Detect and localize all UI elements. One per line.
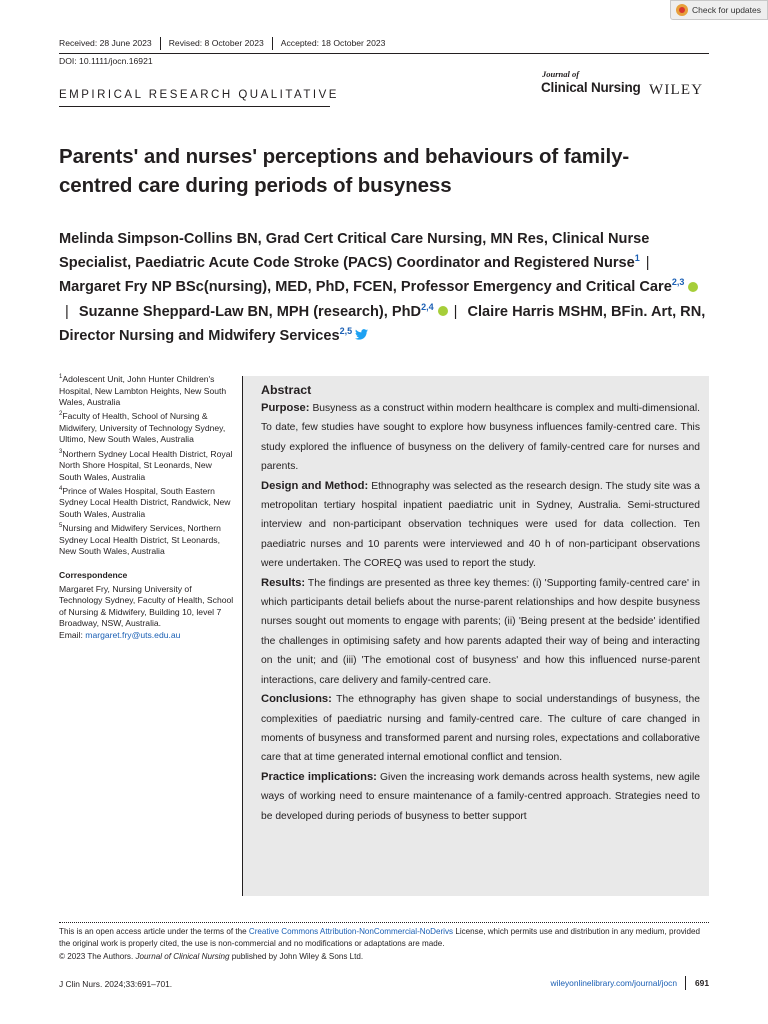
page-footer bbox=[551, 976, 709, 990]
article-title: Parents' and nurses' perceptions and behaviours of family-centred care during periods of busyness bbox=[59, 145, 630, 197]
accepted-date: Accepted: 18 October 2023 bbox=[272, 37, 394, 50]
article-type-label: EMPIRICAL RESEARCH QUALITATIVE bbox=[59, 89, 339, 101]
license-link[interactable]: Creative Commons Attribution-NonCommercial-NoDerivs bbox=[248, 927, 454, 936]
check-for-updates-label: Check for updates bbox=[692, 5, 761, 15]
abstract-results: Results: The findings are presented as three key themes: (i) 'Supporting family-centred care' in which participants detail beliefs about the nurse-parent relationships and how despite busyness nurses sought out moments to engage with parents; (ii) 'Being present at the bedside' identified the challenges in optimising safety and how parents adapted their way of being and interacting on the unit; and (iii) 'The emotional cost of busyness' and how this influenced nurse-parent interactions, care delivery and family-centred care. bbox=[261, 576, 700, 686]
correspondence-heading: Correspondence bbox=[59, 569, 128, 580]
author-1[interactable]: Melinda Simpson-Collins BN, Grad Cert Critical Care Nursing, MN Res, Clinical Nurse Specialist, Paediatric Acute Code Stroke (PACS) Coordinator and Registered Nurse bbox=[59, 231, 650, 272]
abstract-conclusions: Conclusions: The ethnography has given shape to social understandings of busyness, the complexities of paediatric nursing and family-centred care. The culture of care changed in moments of busyness and transformed parent and nursing roles, expectations and collaborative care that at time generated internal emotional conflict and tension. bbox=[261, 693, 700, 764]
email-link[interactable]: margaret.fry@uts.edu.au bbox=[85, 629, 181, 640]
journal-citation: J Clin Nurs. 2024;33:691–701. bbox=[59, 979, 173, 989]
affiliation-2: $^2$Faculty of Health, School of Nursing & Midwifery, University of Technology Sydney, Ultimo, New South Wales, Australia bbox=[59, 411, 226, 445]
journal-url-link[interactable]: wileyonlinelibrary.com/journal/jocn bbox=[551, 976, 686, 990]
author-separator: | bbox=[453, 303, 458, 320]
article-dates bbox=[59, 37, 393, 50]
author-4-affil[interactable]: 2,5 bbox=[339, 325, 353, 336]
revised-date: Revised: 8 October 2023 bbox=[160, 37, 272, 50]
footnote-rule bbox=[59, 922, 709, 923]
author-1-affil[interactable]: 1 bbox=[634, 253, 640, 264]
received-date: Received: 28 June 2023 bbox=[59, 38, 152, 48]
orcid-icon[interactable] bbox=[438, 306, 448, 316]
journal-logo bbox=[541, 69, 709, 101]
correspondence-body: Margaret Fry, Nursing University of Technology Sydney, Faculty of Health, School of Nursing & Midwifery, Building 10, level 7 Broadway, NSW, Australia. Email: margaret.fry@uts.edu.au bbox=[59, 583, 234, 640]
author-2[interactable]: Margaret Fry NP BSc(nursing), MED, PhD, FCEN, Professor Emergency and Critical Care bbox=[59, 279, 672, 296]
author-separator: | bbox=[645, 255, 650, 272]
affiliation-5: $^5$Nursing and Midwifery Services, Northern Sydney Local Health District, St Leonards, New South Wales, Australia bbox=[59, 523, 221, 557]
twitter-icon[interactable] bbox=[355, 329, 368, 340]
abstract-design: Design and Method: Ethnography was selected as the research design. The study site was a metropolitan tertiary hospital inpatient paediatric unit in Sydney, Australia. Semi-structured interview and non-participant observation techniques were used for data collection. Ten paediatric nurses and 10 parents were interviewed and 40 h of non-participant observations were undertaken. The COREQ was used to report the study. bbox=[261, 479, 700, 570]
header-rule bbox=[59, 53, 709, 54]
abstract-heading: Abstract bbox=[261, 383, 312, 397]
orcid-icon[interactable] bbox=[688, 282, 698, 292]
check-for-updates-button[interactable] bbox=[670, 0, 768, 20]
copyright: © 2023 The Authors. Journal of Clinical Nursing published by John Wiley & Sons Ltd. bbox=[59, 951, 364, 961]
author-2-affil[interactable]: 2,3 bbox=[671, 277, 685, 288]
author-3-affil[interactable]: 2,4 bbox=[421, 301, 434, 312]
journal-logo-small: Journal of bbox=[542, 69, 580, 79]
author-3[interactable]: Suzanne Sheppard-Law BN, MPH (research), PhD bbox=[78, 303, 422, 320]
license-footnote: This is an open access article under the terms of the Creative Commons Attribution-NonCommercial-NoDerivs License, which permits use and distribution in any medium, provided the original work is properly cited, the use is non-commercial and no modifications or adaptations are made. © 2023 The Authors. Journal of Clinical Nursing published by John Wiley & Sons Ltd. bbox=[59, 927, 701, 961]
article-type-rule bbox=[59, 106, 330, 107]
crossmark-icon bbox=[676, 4, 688, 16]
author-separator: | bbox=[65, 303, 69, 320]
affiliation-3: $^3$Northern Sydney Local Health District, Royal North Shore Hospital, St Leonards, New South Wales, Australia bbox=[59, 448, 233, 482]
page-number: 691 bbox=[695, 978, 709, 988]
abstract-box bbox=[242, 376, 709, 896]
affiliations bbox=[59, 374, 235, 644]
doi: DOI: 10.1111/jocn.16921 bbox=[59, 56, 153, 66]
publisher-logo: WILEY bbox=[649, 82, 704, 98]
abstract-purpose: Purpose: Busyness as a construct within modern healthcare is complex and multi-dimensional. To date, few studies have sought to explore how busyness influences family-centred care. This study explored the influence of busyness on the delivery of family-centred care for nurses and parents. bbox=[261, 402, 700, 473]
journal-logo-title: Clinical Nursing bbox=[541, 80, 641, 95]
affiliation-4: $^4$Prince of Wales Hospital, South Eastern Sydney Local Health District, Randwick, New South Wales, Australia bbox=[59, 485, 231, 519]
email-label: Email: bbox=[59, 629, 83, 640]
author-4[interactable]: Claire Harris MSHM, BFin. Art, RN, Director Nursing and Midwifery Services bbox=[59, 303, 706, 344]
author-list bbox=[59, 227, 709, 348]
affiliation-1: $^1$Adolescent Unit, John Hunter Children's Hospital, New Lambton Heights, New South Wales, Australia bbox=[59, 374, 227, 407]
abstract-practice: Practice implications: Given the increasing work demands across health systems, new agile ways of working need to ensure maintenance of a family-centred approach. Strategies need to be developed during periods of busyness to better support bbox=[261, 770, 700, 822]
